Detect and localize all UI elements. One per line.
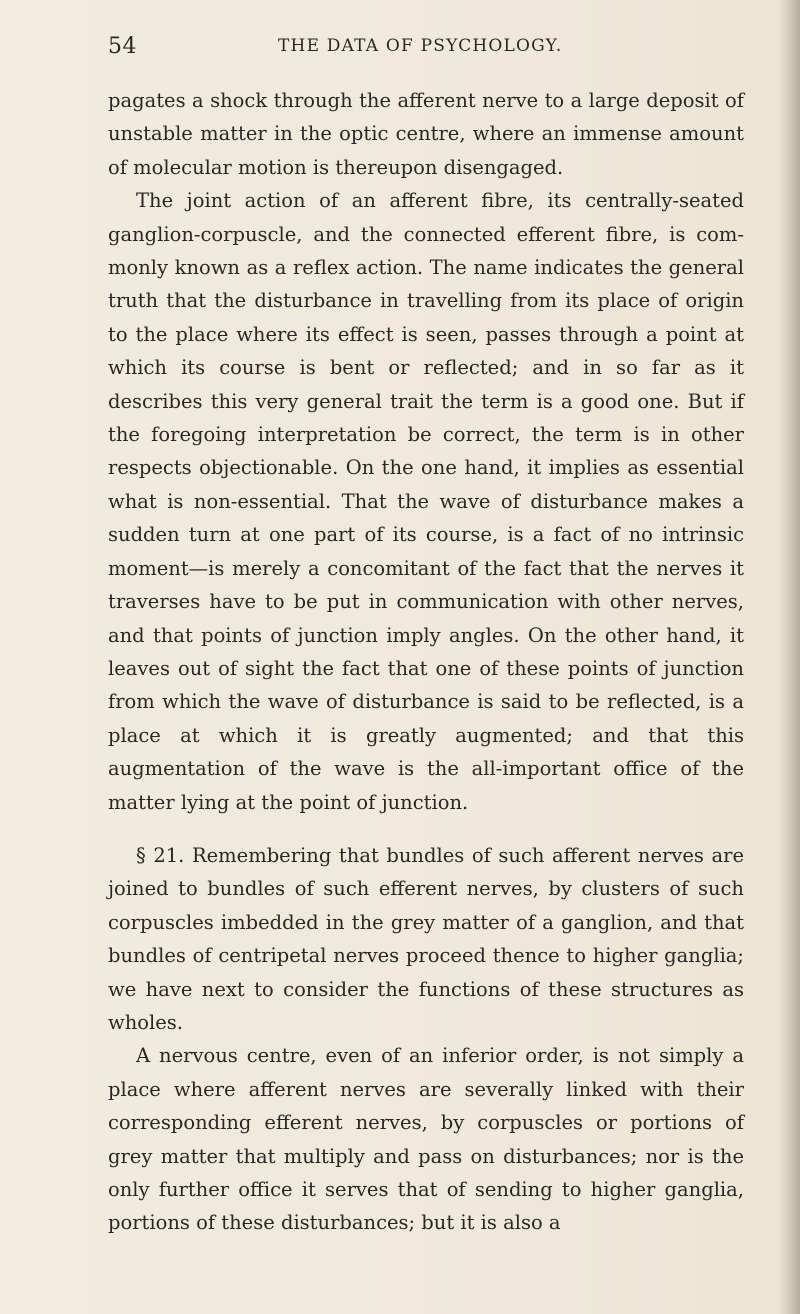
paragraph-reflex-action: The joint action of an afferent fibre, its centrally-seated ganglion-corpuscle, and the connected efferent fibre, is commonly known as a reflex action. The name indicates the general truth that the disturbance in travelling from its place of origin to the place where its effect is seen, passes through a point at which its course is bent or reflected; and in so far as it describes this very general trait the term is a good one. But if the foregoing interpretation be correct, the term is in other respects objectionable. On the one hand, it implies as essential what is non-essential. That the wave of disturbance makes a sudden turn at one part of its course, is a fact of no intrinsic moment—is merely a concomitant of the fact that the nerves it traverses have to be put in communication with other nerves, and that points of junction imply angles. On the other hand, it leaves out of sight the fact that one of these points of junction from which the wave of disturbance is said to be reflected, is a place at which it is greatly augmented; and that this augmentation of the wave is the all-important office of the matter lying at the point of junction. <box>108 189 744 814</box>
page-header <box>108 26 748 66</box>
paragraph-nervous-centre: A nervous centre, even of an inferior order, is not simply a place where afferent nerves are severally linked with their corresponding efferent nerves, by corpuscles or portions of grey matter that multiply and pass on disturbances; nor is the only further office it serves that of sending to higher ganglia, portions of these disturbances; but it is also a <box>108 1044 744 1235</box>
paragraph-section-21: § 21. Remembering that bundles of such afferent nerves are joined to bundles of such efferent nerves, by clusters of such corpuscles imbedded in the grey matter of a ganglion, and that bundles of centripetal nerves proceed thence to higher ganglia; we have next to consider the functions of these structures as wholes. <box>108 843 744 1034</box>
page-edge-shadow <box>778 0 800 1314</box>
page-number: 54 <box>108 34 137 59</box>
body-text <box>108 84 744 1240</box>
paragraph-continued: pagates a shock through the afferent nerve to a large deposit of unstable matter in the optic centre, where an immense amount of molecular motion is thereupon disengaged. <box>108 89 744 179</box>
running-head: THE DATA OF PSYCHOLOGY. <box>278 36 563 56</box>
